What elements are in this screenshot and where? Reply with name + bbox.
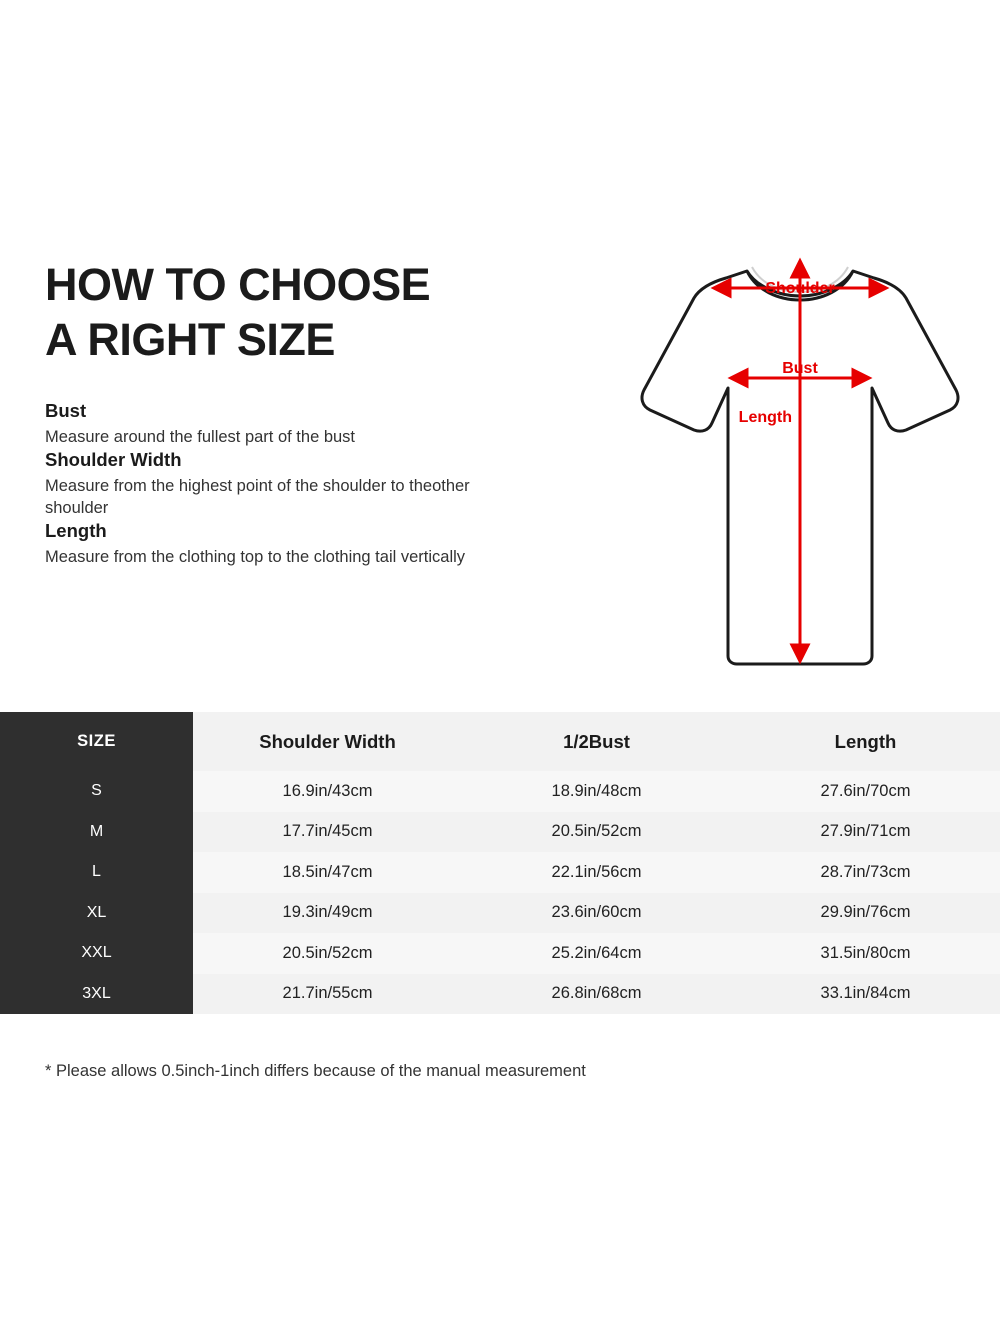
cell-length: 28.7in/73cm (731, 852, 1000, 893)
definition-description-length: Measure from the clothing top to the clothing tail vertically (45, 548, 466, 567)
size-chart-table (0, 712, 1000, 1014)
column-header-size: SIZE (0, 712, 193, 771)
measurement-footnote: * Please allows 0.5inch-1inch differs because of the manual measurement (45, 1062, 586, 1080)
cell-half-bust: 18.9in/48cm (462, 771, 731, 812)
cell-half-bust: 25.2in/64cm (462, 933, 731, 974)
page-title (45, 258, 515, 368)
cell-size: M (0, 812, 193, 853)
column-header-shoulder-width: Shoulder Width (193, 712, 462, 771)
cell-size: L (0, 852, 193, 893)
cell-size: XXL (0, 933, 193, 974)
cell-length: 29.9in/76cm (731, 893, 1000, 934)
cell-half-bust: 23.6in/60cm (462, 893, 731, 934)
page-title-line-1: HOW TO CHOOSE (45, 259, 431, 310)
cell-size: XL (0, 893, 193, 934)
cell-half-bust: 22.1in/56cm (462, 852, 731, 893)
cell-half-bust: 20.5in/52cm (462, 812, 731, 853)
definition-term-bust: Bust (45, 399, 87, 421)
page-title-line-2: A RIGHT SIZE (45, 313, 335, 365)
tshirt-diagram (500, 240, 990, 690)
cell-shoulder-width: 18.5in/47cm (193, 852, 462, 893)
cell-size: 3XL (0, 974, 193, 1015)
measurement-info-column (45, 258, 515, 569)
cell-shoulder-width: 21.7in/55cm (193, 974, 462, 1015)
table-row (0, 852, 1000, 893)
cell-length: 27.6in/70cm (731, 771, 1000, 812)
column-header-half-bust: 1/2Bust (462, 712, 731, 771)
cell-length: 27.9in/71cm (731, 812, 1000, 853)
cell-half-bust: 26.8in/68cm (462, 974, 731, 1015)
definition-term-length: Length (45, 520, 107, 542)
table-row (0, 893, 1000, 934)
cell-shoulder-width: 20.5in/52cm (193, 933, 462, 974)
cell-length: 31.5in/80cm (731, 933, 1000, 974)
length-label: Length (738, 409, 792, 426)
cell-length: 33.1in/84cm (731, 974, 1000, 1015)
column-header-length: Length (731, 712, 1000, 771)
definition-description-bust: Measure around the fullest part of the bust (45, 427, 356, 446)
definition-description-shoulder-width: Measure from the highest point of the shoulder to theother shoulder (45, 476, 470, 518)
table-row (0, 933, 1000, 974)
definition-bust (45, 400, 515, 449)
table-row (0, 771, 1000, 812)
bust-label: Bust (782, 360, 818, 377)
table-row (0, 812, 1000, 853)
table-row (0, 974, 1000, 1015)
definition-term-shoulder-width: Shoulder Width (45, 448, 182, 470)
cell-shoulder-width: 16.9in/43cm (193, 771, 462, 812)
cell-shoulder-width: 19.3in/49cm (193, 893, 462, 934)
cell-shoulder-width: 17.7in/45cm (193, 812, 462, 853)
shoulder-label: Shoulder (765, 280, 835, 297)
cell-size: S (0, 771, 193, 812)
table-header-row (0, 712, 1000, 771)
definition-length (45, 520, 515, 569)
definition-shoulder-width (45, 449, 515, 521)
